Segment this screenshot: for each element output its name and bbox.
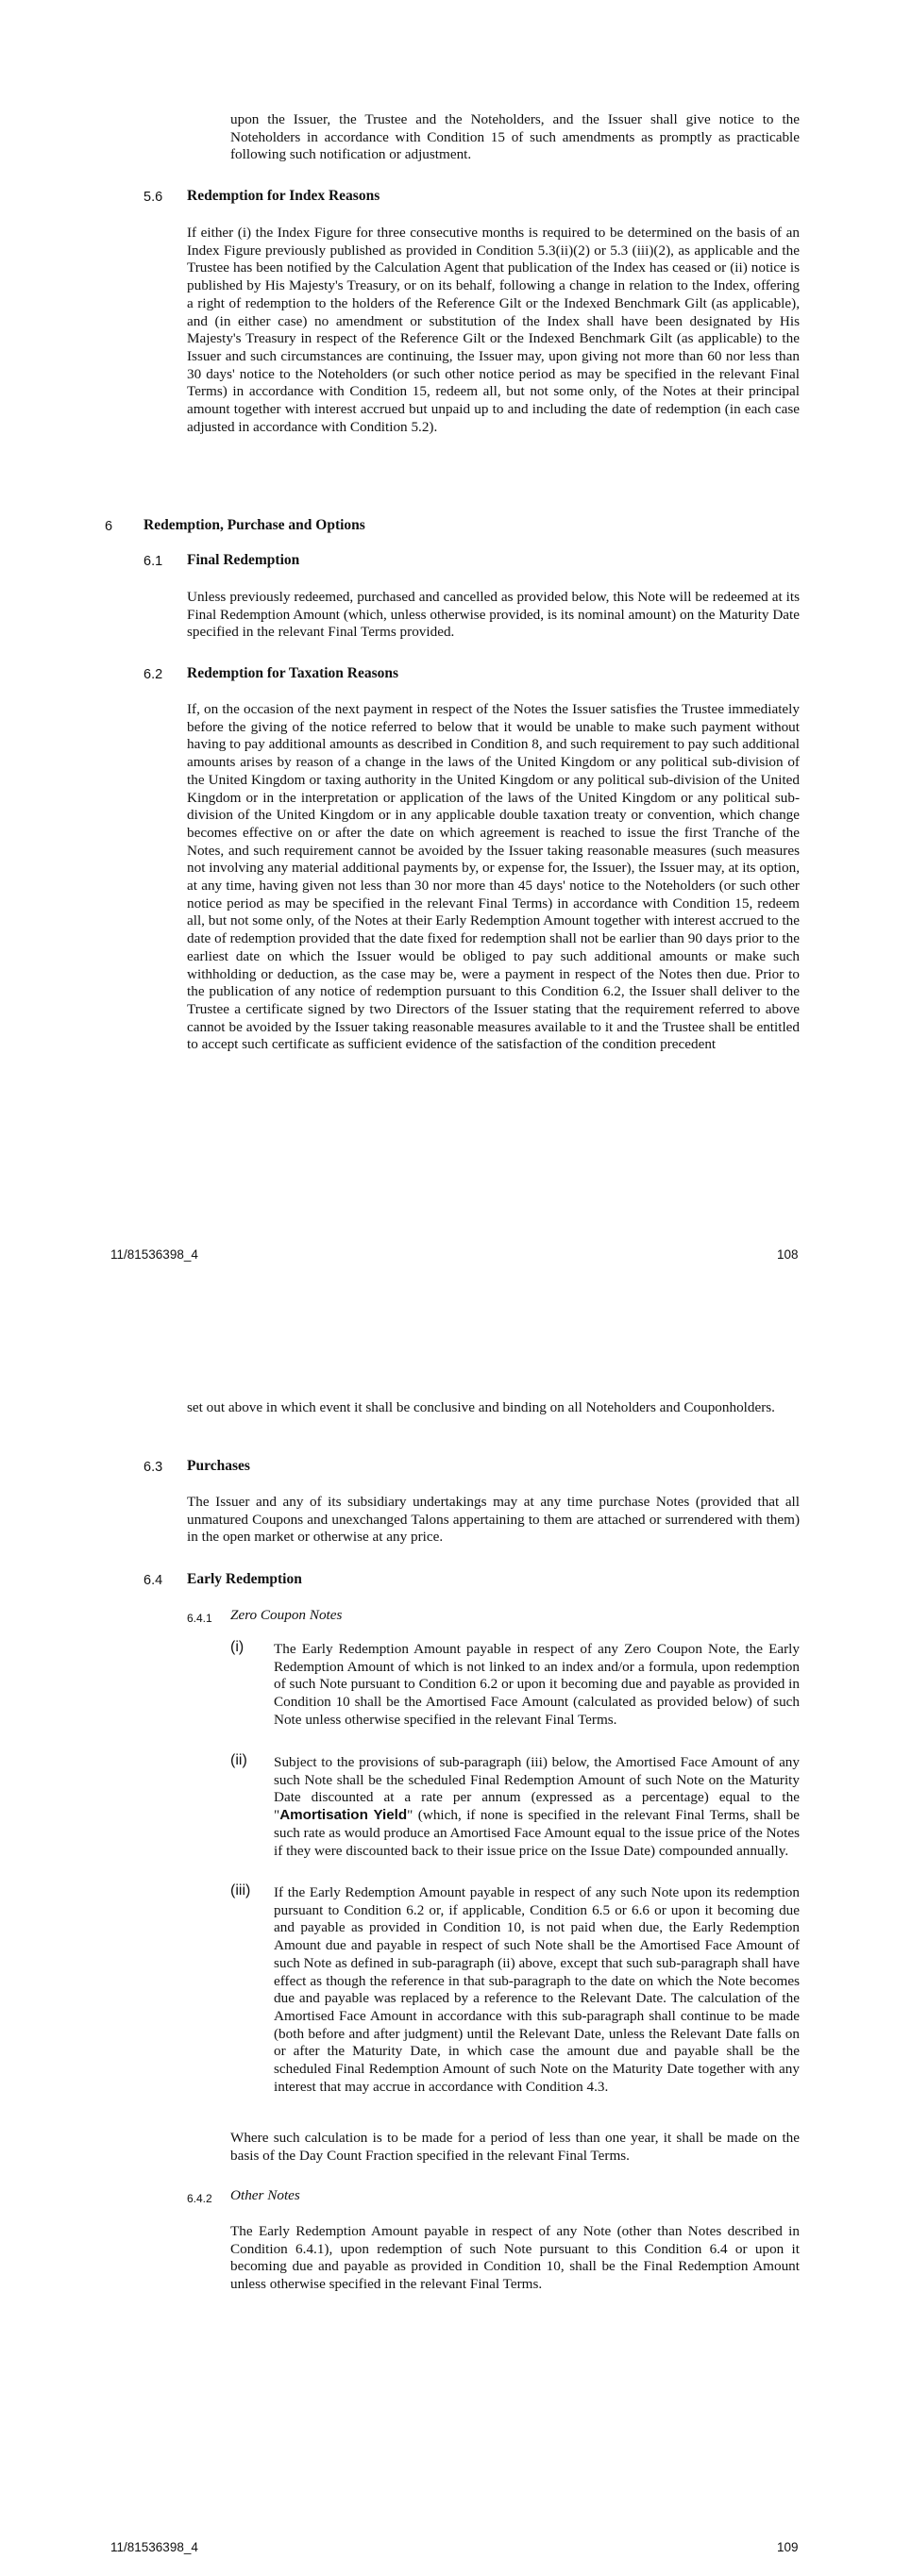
item-ii-text xyxy=(274,1754,800,1860)
amortisation-yield-term: Amortisation Yield xyxy=(279,1807,408,1824)
section-6-3-body: The Issuer and any of its subsidiary undertakings may at any time purchase Notes (provided that all unmatured Coupons and unexchanged Talons appertaining to them are attached or surrendered with them) in the open market or otherwise at any price. xyxy=(187,1494,800,1546)
footer-reference: 11/81536398_4 xyxy=(110,1247,198,1262)
section-6-4-2-heading: Other Notes xyxy=(230,2187,300,2203)
footer-reference: 11/81536398_4 xyxy=(110,2540,198,2554)
section-6-3-number: 6.3 xyxy=(143,1460,163,1475)
section-6-4-2-body: The Early Redemption Amount payable in respect of any Note (other than Notes described in Condition 6.4.1), upon redemption of such Note pursuant to this Condition 6.4 or upon it becoming due and payable as provided in Condition 10, shall be the Final Redemption Amount unless otherwise specified in the relevant Final Terms. xyxy=(230,2223,800,2293)
footer-page-number: 108 xyxy=(777,1247,799,1262)
section-6-2-number: 6.2 xyxy=(143,667,163,682)
item-ii-label: (ii) xyxy=(230,1752,247,1768)
section-6-4-2-number: 6.4.2 xyxy=(187,2192,212,2205)
footer-page-number: 109 xyxy=(777,2540,799,2554)
section-6-1-number: 6.1 xyxy=(143,554,163,569)
item-ii-text-start: Subject to the provisions of sub-paragraph (iii) below, the Amortised Face Amount of any such Note shall be the scheduled Final Redemption Amount of such Note on the Maturity Date discounted at a rate per annum (expressed as a percentage) equal to the " xyxy=(274,1754,800,1824)
section-6-2-body: If, on the occasion of the next payment in respect of the Notes the Issuer satisfies the Trustee immediately before the giving of the notice referred to below that it would be unable to make such payment without having to pay additional amounts as described in Condition 8, and such requirement to pay such additional amounts arises by reason of a change in the laws of the United Kingdom or any political sub-division of the United Kingdom or taxing authority in the United Kingdom or any political sub-division of the United Kingdom or in the interpretation or application of the laws of the United Kingdom or any political sub-division of the United Kingdom or in any applicable double taxation treaty or convention, which change becomes effective on or after the date on which agreement is reached to issue the first Tranche of the Notes, and such requirement cannot be avoided by the Issuer taking reasonable measures (such measures not involving any material additional payments by, or expense for, the Issuer), the Issuer may, at its option, at any time, having given not less than 30 nor more than 45 days' notice to the Noteholders (or such other notice period as may be specified in the relevant Final Terms) in accordance with Condition 15, redeem all, but not some only, of the Notes at their Early Redemption Amount together with interest accrued to the date of redemption provided that the date fixed for redemption shall not be earlier than 90 days prior to the earliest date on which the Issuer would be obliged to pay such additional amounts or make such withholding or deduction, as the case may be, were a payment in respect of the Notes then due. Prior to the publication of any notice of redemption pursuant to this Condition 6.2, the Issuer shall deliver to the Trustee a certificate signed by two Directors of the Issuer stating that the requirement referred to above cannot be avoided by the Issuer taking reasonable measures available to it and the Trustee shall be entitled to accept such certificate as sufficient evidence of the satisfaction of the condition precedent xyxy=(187,701,800,1053)
section-6-4-1-closing: Where such calculation is to be made for a period of less than one year, it shall be made on the basis of the Day Count Fraction specified in the relevant Final Terms. xyxy=(230,2130,800,2164)
section-6-2-heading: Redemption for Taxation Reasons xyxy=(187,665,399,681)
section-6-1-heading: Final Redemption xyxy=(187,552,300,568)
section-6-3-heading: Purchases xyxy=(187,1458,250,1474)
item-i-text: The Early Redemption Amount payable in respect of any Zero Coupon Note, the Early Redemption Amount of which is not linked to an index and/or a formula, upon redemption of such Note pursuant to Condition 6.2 or upon it becoming due and payable as provided in Condition 10 shall be the Amortised Face Amount (calculated as provided below) of such Note unless otherwise specified in the relevant Final Terms. xyxy=(274,1641,800,1728)
section-6-heading: Redemption, Purchase and Options xyxy=(143,517,365,533)
item-iii-label: (iii) xyxy=(230,1882,251,1899)
page-109 xyxy=(0,1293,911,2576)
intro-paragraph: upon the Issuer, the Trustee and the Noteholders, and the Issuer shall give notice to the Noteholders in accordance with Condition 15 of such amendments as promptly as practicable following such notification or adjustment. xyxy=(230,111,800,163)
section-6-4-number: 6.4 xyxy=(143,1573,163,1588)
page-108 xyxy=(0,0,911,1283)
section-6-4-heading: Early Redemption xyxy=(187,1571,302,1587)
section-5-6-body: If either (i) the Index Figure for three consecutive months is required to be determined on the basis of an Index Figure previously published as provided in Condition 5.3(ii)(2) or 5.3 (iii)(2), as applicable and the Trustee has been notified by the Calculation Agent that publication of the Index has ceased or (ii) notice is published by His Majesty's Treasury, or on its behalf, following a change in relation to the Index, offering a right of redemption to the holders of the Reference Gilt or the Indexed Benchmark Gilt (as applicable), and (in either case) no amendment or substitution of the Index shall have been designated by His Majesty's Treasury in respect of the Reference Gilt or the Indexed Benchmark Gilt (as applicable) to the Issuer and such circumstances are continuing, the Issuer may, upon giving not more than 60 nor less than 30 days' notice to the Noteholders (or such other notice period as may be specified in the relevant Final Terms) in accordance with Condition 15, redeem all, but not some only, of the Notes at their principal amount together with interest accrued but unpaid up to and including the date of redemption (in each case adjusted in accordance with Condition 5.2). xyxy=(187,225,800,435)
section-6-1-body: Unless previously redeemed, purchased and cancelled as provided below, this Note will be redeemed at its Final Redemption Amount (which, unless otherwise provided, is its nominal amount) on the Maturity Date specified in the relevant Final Terms provided. xyxy=(187,589,800,641)
item-iii-text: If the Early Redemption Amount payable in respect of any such Note upon its redemption pursuant to Condition 6.2 or, if applicable, Condition 6.5 or 6.6 or upon it becoming due and payable as provided in Condition 10, is not paid when due, the Early Redemption Amount due and payable in respect of such Note shall be the Amortised Face Amount of such Note as defined in sub-paragraph (ii) above, except that such sub-paragraph shall have effect as though the reference in that sub-paragraph to the date on which the Note becomes due and payable was replaced by a reference to the Relevant Date. The calculation of the Amortised Face Amount in accordance with this sub-paragraph shall continue to be made (both before and after judgment) until the Relevant Date, unless the Relevant Date falls on or after the Maturity Date, in which case the amount due and payable shall be the scheduled Final Redemption Amount of such Note on the Maturity Date together with any interest that may accrue in accordance with Condition 4.3. xyxy=(274,1884,800,2095)
section-6-4-1-heading: Zero Coupon Notes xyxy=(230,1607,343,1623)
continued-paragraph: set out above in which event it shall be conclusive and binding on all Noteholders and Couponholders. xyxy=(187,1399,775,1415)
item-ii-text-end: " (which, if none is specified in the relevant Final Terms, shall be such rate as would produce an Amortised Face Amount equal to the issue price of the Notes if they were discounted back to their issue price on the Issue Date) compounded annually. xyxy=(274,1807,800,1859)
item-i-label: (i) xyxy=(230,1639,245,1655)
section-6-number: 6 xyxy=(105,519,113,534)
section-5-6-number: 5.6 xyxy=(143,190,163,205)
section-6-4-1-number: 6.4.1 xyxy=(187,1612,212,1625)
section-5-6-heading: Redemption for Index Reasons xyxy=(187,188,380,204)
